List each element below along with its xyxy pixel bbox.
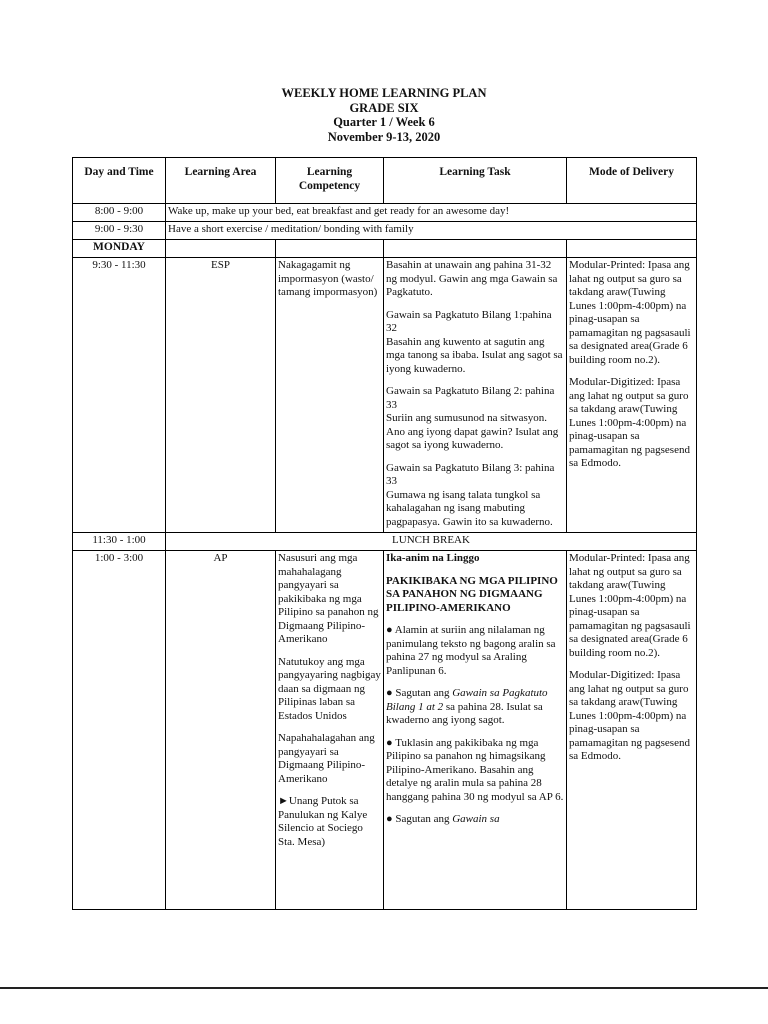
bullet-text: ● Sagutan ang [386,813,453,825]
time-cell: 9:30 - 11:30 [73,258,166,533]
task-title [386,575,564,616]
task-cell [384,551,567,910]
competency-paragraph: Nasusuri ang mga mahahalagang pangyayari sa pakikibaka ng mga Pilipino sa panahon ng Digmaang Pilipino-Amerikano [278,552,379,645]
delivery-paragraph: Modular-Printed: Ipasa ang lahat ng output sa guro sa takdang araw(Tuwing Lunes 1:00pm-4:00pm) na pinag-usapan sa pamamagitan ng pagsasauli sa designated area(Grade 6 building room no.2). [569,552,691,659]
grade-level: GRADE SIX [349,100,419,115]
activity-reference: Gawain sa [452,813,500,825]
column-header-learning-competency: Learning Competency [276,158,384,204]
table-row [73,258,697,533]
bullet-text: sa pahina 28. Isulat sa kwaderno ang iyong sagot. [386,700,543,726]
competency-paragraph: Natutukoy ang mga pangyayaring nagbigay daan sa digmaan ng Pilipinas laban sa Estados Unidos [278,655,381,722]
table-row [73,240,697,258]
learning-plan-table [72,157,697,910]
table-row [73,222,697,240]
activity-cell: Have a short exercise / meditation/ bonding with family [166,222,697,240]
task-paragraph: Gawain sa Pagkatuto Bilang 3: pahina 33 Gumawa ng isang talata tungkol sa kahalagahan ng isang mabuting pagpapasya. Gawin ito sa kuwaderno. [386,461,555,528]
task-paragraph: Gawain sa Pagkatuto Bilang 2: pahina 33 Suriin ang sumusunod na sitwasyon. Ano ang iyong dapat gawin? Isulat ang sagot sa iyong kuwaderno. [386,385,559,451]
table-row [73,551,697,910]
lesson-title: PAKIKIBAKA NG MGA PILIPINO SA PANAHON NG DIGMAANG PILIPINO-AMERIKANO [386,574,558,614]
time-cell: 8:00 - 9:00 [73,204,166,222]
bullet-text: ● Sagutan ang [386,687,453,699]
table-row [73,204,697,222]
column-header-learning-area: Learning Area [166,158,276,204]
task-week-label [386,552,564,566]
empty-cell [384,240,567,258]
time-cell: 11:30 - 1:00 [73,533,166,551]
competency-paragraph: Napahahalagahan ang pangyayari sa Digmaang Pilipino-Amerikano [278,732,375,785]
document-header [0,86,768,144]
delivery-cell [567,551,697,910]
competency-cell: Nakagagamit ng impormasyon (wasto/ tamang impormasyon) [276,258,384,533]
activity-cell: Wake up, make up your bed, eat breakfast and get ready for an awesome day! [166,204,697,222]
plan-title: WEEKLY HOME LEARNING PLAN [281,86,487,100]
week-heading: Ika-anim na Linggo [386,552,480,564]
delivery-cell [567,258,697,533]
table-row [73,533,697,551]
task-paragraph: Basahin at unawain ang pahina 31-32 ng modyul. Gawin ang mga Gawain sa Pagkatuto. [386,259,558,298]
delivery-paragraph: Modular-Printed: Ipasa ang lahat ng output sa guro sa takdang araw(Tuwing Lunes 1:00pm-4:00pm) na pinag-usapan sa pamamagitan ng pagsasauli sa designated area(Grade 6 building room no.2). [569,259,691,366]
table-header-row [73,158,697,204]
time-cell: 9:00 - 9:30 [73,222,166,240]
learning-area-cell: ESP [166,258,276,533]
empty-cell [567,240,697,258]
quarter-week: Quarter 1 / Week 6 [333,115,435,129]
activity-reference: Gawain sa Pagkatuto Bilang 1 at 2 [386,687,548,713]
empty-cell [276,240,384,258]
task-bullet [386,687,564,728]
empty-cell [166,240,276,258]
column-header-learning-task: Learning Task [384,158,567,204]
task-paragraph: Gawain sa Pagkatuto Bilang 1:pahina 32 Basahin ang kuwento at sagutin ang mga tanong sa ibaba. Isulat ang sagot sa iyong kuwaderno. [386,308,563,375]
lunch-break-cell: LUNCH BREAK [166,533,697,551]
task-bullet [386,813,564,827]
delivery-paragraph: Modular-Digitized: Ipasa ang lahat ng output sa guro sa takdang araw(Tuwing Lunes 1:00pm-4:00pm) na pinag-usapan sa pamamagitan ng pagsesend sa Edmodo. [569,669,690,762]
column-header-day-time: Day and Time [73,158,166,204]
time-cell: 1:00 - 3:00 [73,551,166,910]
date-range: November 9-13, 2020 [327,129,441,144]
learning-area-cell: AP [166,551,276,910]
column-header-mode-of-delivery: Mode of Delivery [567,158,697,204]
task-bullet: ● Alamin at suriin ang nilalaman ng panimulang teksto ng bagong aralin sa pahina 27 ng modyul sa Araling Panlipunan 6. [386,624,556,677]
page-divider [0,987,768,989]
competency-cell [276,551,384,910]
competency-paragraph: ►Unang Putok sa Panulukan ng Kalye Silencio at Sociego Sta. Mesa) [278,795,368,848]
day-label: MONDAY [73,240,166,258]
task-cell [384,258,567,533]
task-bullet: ● Tuklasin ang pakikibaka ng mga Pilipino sa panahon ng himagsikang Pilipino-Amerikano. Basahin ang detalye ng aralin mula sa pahina 28 hanggang pahina 30 ng modyul sa AP 6. [386,736,564,803]
delivery-paragraph: Modular-Digitized: Ipasa ang lahat ng output sa guro sa takdang araw(Tuwing Lunes 1:00pm-4:00pm) na pinag-usapan sa pamamagitan ng pagsesend sa Edmodo. [569,376,690,469]
